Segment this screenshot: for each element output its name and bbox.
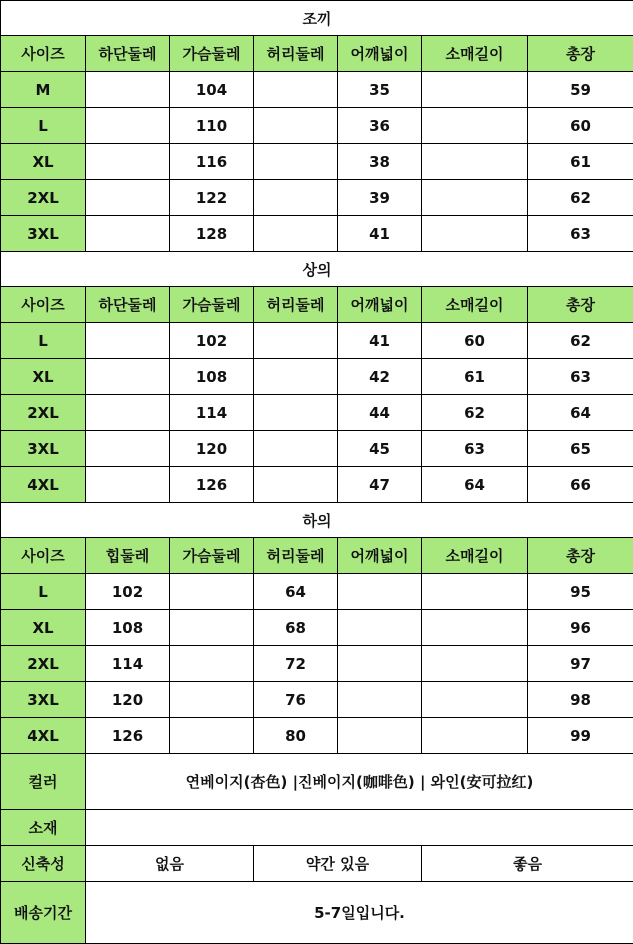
- table-row: [1, 323, 633, 359]
- table-cell: 64: [528, 395, 633, 431]
- table-cell: [254, 180, 338, 216]
- table-row: [1, 682, 633, 718]
- table-cell: 63: [528, 216, 633, 252]
- table-cell: [170, 682, 254, 718]
- table-row: [1, 108, 633, 144]
- table-cell: 63: [422, 431, 528, 467]
- table-cell: [338, 718, 422, 754]
- table-row: [1, 718, 633, 754]
- header-length: 총장: [528, 36, 633, 72]
- header-waist: 허리둘레: [254, 36, 338, 72]
- table-cell: [86, 108, 170, 144]
- table-cell: 62: [528, 323, 633, 359]
- header-shoulder: 어깨넓이: [338, 538, 422, 574]
- table-cell: 65: [528, 431, 633, 467]
- table-cell: [86, 323, 170, 359]
- table-cell: 104: [170, 72, 254, 108]
- table-cell: 126: [170, 467, 254, 503]
- table-cell: [170, 718, 254, 754]
- header-size: 사이즈: [1, 287, 86, 323]
- table-cell: 60: [422, 323, 528, 359]
- table-cell: [170, 610, 254, 646]
- vest-title: 조끼: [1, 1, 633, 36]
- top-title: 상의: [1, 252, 633, 287]
- size-cell: XL: [1, 359, 86, 395]
- table-cell: [338, 610, 422, 646]
- vest-section: [1, 1, 633, 252]
- table-cell: 72: [254, 646, 338, 682]
- table-cell: 114: [170, 395, 254, 431]
- size-cell: 3XL: [1, 682, 86, 718]
- table-cell: [86, 431, 170, 467]
- table-cell: 36: [338, 108, 422, 144]
- table-cell: 114: [86, 646, 170, 682]
- size-cell: L: [1, 323, 86, 359]
- header-sleeve: 소매길이: [422, 36, 528, 72]
- table-cell: 120: [86, 682, 170, 718]
- header-sleeve: 소매길이: [422, 538, 528, 574]
- table-cell: 108: [170, 359, 254, 395]
- table-cell: 108: [86, 610, 170, 646]
- table-cell: [86, 144, 170, 180]
- table-row: [1, 610, 633, 646]
- material-row: [1, 810, 633, 846]
- table-row: [1, 359, 633, 395]
- table-cell: [86, 72, 170, 108]
- header-waist: 허리둘레: [254, 287, 338, 323]
- table-cell: 62: [528, 180, 633, 216]
- header-hem: 하단둘레: [86, 36, 170, 72]
- size-cell: 2XL: [1, 395, 86, 431]
- header-chest: 가슴둘레: [170, 36, 254, 72]
- table-cell: 41: [338, 216, 422, 252]
- table-cell: 61: [528, 144, 633, 180]
- table-cell: 62: [422, 395, 528, 431]
- header-waist: 허리둘레: [254, 538, 338, 574]
- table-cell: 96: [528, 610, 633, 646]
- info-section: [1, 754, 633, 944]
- color-row: [1, 754, 633, 810]
- delivery-row: [1, 882, 633, 944]
- table-cell: 76: [254, 682, 338, 718]
- table-cell: 95: [528, 574, 633, 610]
- table-cell: [86, 180, 170, 216]
- size-cell: 4XL: [1, 718, 86, 754]
- table-cell: 122: [170, 180, 254, 216]
- table-cell: [254, 144, 338, 180]
- size-cell: XL: [1, 610, 86, 646]
- stretch-option-good: 좋음: [422, 846, 633, 882]
- table-cell: 41: [338, 323, 422, 359]
- size-cell: 2XL: [1, 646, 86, 682]
- table-cell: 98: [528, 682, 633, 718]
- table-cell: [170, 574, 254, 610]
- table-row: [1, 216, 633, 252]
- table-cell: 66: [528, 467, 633, 503]
- table-cell: [254, 431, 338, 467]
- table-cell: [422, 610, 528, 646]
- table-cell: 47: [338, 467, 422, 503]
- table-cell: [422, 718, 528, 754]
- table-cell: 110: [170, 108, 254, 144]
- table-row: [1, 431, 633, 467]
- table-cell: 68: [254, 610, 338, 646]
- table-cell: [422, 144, 528, 180]
- table-row: [1, 467, 633, 503]
- table-cell: 116: [170, 144, 254, 180]
- table-cell: [254, 72, 338, 108]
- bottom-header-row: [1, 538, 633, 574]
- header-size: 사이즈: [1, 538, 86, 574]
- table-cell: 64: [254, 574, 338, 610]
- size-cell: 3XL: [1, 216, 86, 252]
- table-cell: [422, 72, 528, 108]
- table-cell: [254, 359, 338, 395]
- table-cell: [338, 574, 422, 610]
- material-value: [86, 810, 633, 846]
- table-cell: 64: [422, 467, 528, 503]
- table-cell: [86, 467, 170, 503]
- table-row: [1, 144, 633, 180]
- header-hem: 하단둘레: [86, 287, 170, 323]
- header-hip: 힙둘레: [86, 538, 170, 574]
- table-cell: 45: [338, 431, 422, 467]
- table-cell: [86, 395, 170, 431]
- size-cell: 2XL: [1, 180, 86, 216]
- table-cell: [422, 682, 528, 718]
- delivery-value: 5-7일입니다.: [86, 882, 633, 944]
- delivery-label: 배송기간: [1, 882, 86, 944]
- top-section: [1, 252, 633, 503]
- color-label: 컬러: [1, 754, 86, 810]
- table-cell: [422, 216, 528, 252]
- size-cell: XL: [1, 144, 86, 180]
- table-cell: [422, 646, 528, 682]
- table-cell: 63: [528, 359, 633, 395]
- table-cell: [254, 467, 338, 503]
- table-cell: 128: [170, 216, 254, 252]
- table-cell: [338, 682, 422, 718]
- table-cell: [170, 646, 254, 682]
- table-row: [1, 395, 633, 431]
- table-cell: 42: [338, 359, 422, 395]
- table-cell: [86, 359, 170, 395]
- table-cell: [254, 108, 338, 144]
- table-row: [1, 72, 633, 108]
- header-sleeve: 소매길이: [422, 287, 528, 323]
- header-shoulder: 어깨넓이: [338, 36, 422, 72]
- table-row: [1, 646, 633, 682]
- table-cell: [338, 646, 422, 682]
- table-cell: 61: [422, 359, 528, 395]
- stretch-option-none: 없음: [86, 846, 254, 882]
- table-cell: 59: [528, 72, 633, 108]
- header-chest: 가슴둘레: [170, 538, 254, 574]
- table-cell: [254, 323, 338, 359]
- header-shoulder: 어깨넓이: [338, 287, 422, 323]
- table-cell: 80: [254, 718, 338, 754]
- header-length: 총장: [528, 538, 633, 574]
- table-cell: 39: [338, 180, 422, 216]
- table-cell: [422, 574, 528, 610]
- size-cell: L: [1, 108, 86, 144]
- size-cell: L: [1, 574, 86, 610]
- stretch-label: 신축성: [1, 846, 86, 882]
- bottom-section: [1, 503, 633, 754]
- header-length: 총장: [528, 287, 633, 323]
- table-cell: [422, 108, 528, 144]
- table-cell: [254, 216, 338, 252]
- table-cell: 126: [86, 718, 170, 754]
- color-value: 연베이지(杏色) |진베이지(咖啡色) | 와인(安可拉红): [86, 754, 633, 810]
- table-cell: 102: [86, 574, 170, 610]
- table-row: [1, 574, 633, 610]
- table-cell: 60: [528, 108, 633, 144]
- top-header-row: [1, 287, 633, 323]
- material-label: 소재: [1, 810, 86, 846]
- bottom-title: 하의: [1, 503, 633, 538]
- table-cell: 44: [338, 395, 422, 431]
- table-cell: 99: [528, 718, 633, 754]
- size-cell: 4XL: [1, 467, 86, 503]
- header-chest: 가슴둘레: [170, 287, 254, 323]
- size-cell: M: [1, 72, 86, 108]
- table-cell: 102: [170, 323, 254, 359]
- stretch-option-slight: 약간 있음: [254, 846, 422, 882]
- stretch-row: [1, 846, 633, 882]
- table-cell: 35: [338, 72, 422, 108]
- table-cell: [86, 216, 170, 252]
- table-cell: [254, 395, 338, 431]
- vest-header-row: [1, 36, 633, 72]
- table-cell: 120: [170, 431, 254, 467]
- header-size: 사이즈: [1, 36, 86, 72]
- table-cell: 97: [528, 646, 633, 682]
- table-cell: [422, 180, 528, 216]
- table-cell: 38: [338, 144, 422, 180]
- table-row: [1, 180, 633, 216]
- size-cell: 3XL: [1, 431, 86, 467]
